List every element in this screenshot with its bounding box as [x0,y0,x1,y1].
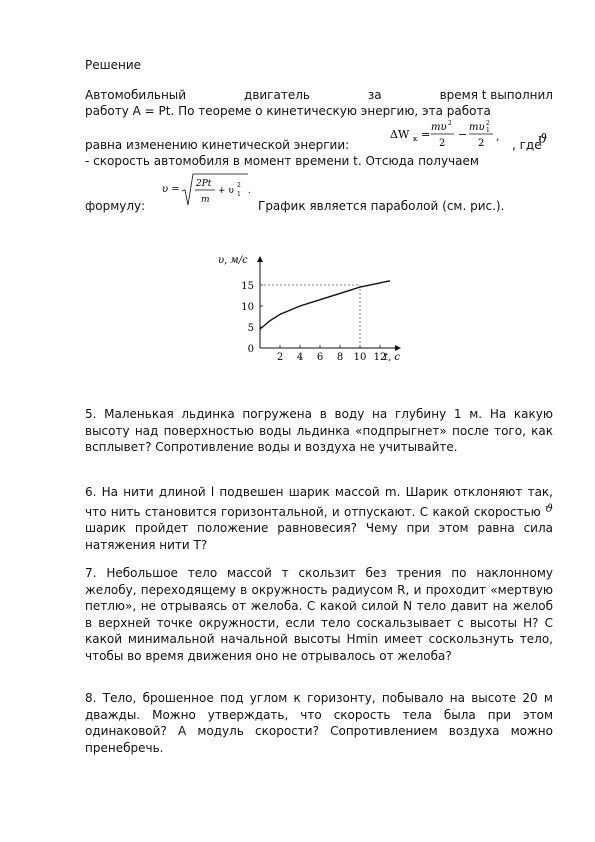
formula-sup1: 2 [448,120,452,127]
solution-line-5a: формулу: [85,199,146,213]
x-axis-label: t, с [384,352,400,363]
svg-text:=: = [421,128,431,141]
word: за [367,88,382,102]
word: Автомобильный [85,88,187,102]
y-axis-label: υ, м/с [218,255,248,266]
kinetic-energy-formula [390,116,510,156]
velocity-symbol-icon [537,130,553,148]
velocity-time-chart [210,250,430,375]
y-tick-label: 0 [247,344,254,355]
formula-num2: mυ [469,122,485,133]
x-axis-arrow-icon [395,345,401,351]
y-tick-label: 15 [241,281,254,292]
problem-6 [85,484,553,553]
problem-5: 5. Маленькая льдинка погружена в воду на глубину 1 м. На какую высоту над поверхностью воды льдинка «подпрыгнет» после того, как всплывет? Сопротивление воды и воздуха не учитывайте. [85,407,553,454]
solution-heading: Решение [85,58,142,72]
solution-line-3a: равна изменению кинетической энергии: [85,138,350,152]
formula-sup2: 2 [486,120,490,127]
velocity-symbol-icon: ϑ [545,501,553,515]
formula-lhs-sub: к [413,135,418,143]
problem-7: 7. Небольшое тело массой т скользит без трения по наклонному желобу, переходящему в окружность радиусом R, и проходит «мертвую петлю», не отрываясь от желоба. С какой силой N тело давит на желоб в верхней точке окружности, если тело соскальзывает с высоты H? С какой минимальной начальной высоты Hmin имеет соскользнуть тело, чтобы во время движения оно не отрывалось от желоба? [85,566,553,663]
x-tick-label: 8 [336,352,344,363]
word: время t выполнил [439,88,553,102]
y-axis-arrow-icon [257,256,263,262]
problem-6-text-b: шарик пройдет положение равновесия? Чему при этом равна сила натяжения нити T? [85,521,553,552]
formula2-sup: 2 [237,182,241,189]
velocity-curve [260,281,390,329]
formula2-tail: . [248,186,251,196]
solution-line-1 [85,87,553,104]
formula2-plus: + υ [218,186,234,196]
x-tick-label: 10 [353,352,367,363]
solution-line-4: - скорость автомобиля в момент времени t. Отсюда получаем [85,154,479,168]
solution-line-3b: , где [512,138,542,152]
x-tick-label: 6 [316,352,324,363]
formula-num1: mυ [431,122,447,133]
x-tick-label: 12 [373,352,387,363]
solution-line-2: работу A = Pt. По теореме о кинетическую энергию, эта работа [85,104,491,118]
formula-den1: 2 [439,138,446,149]
word: двигатель [244,88,310,102]
y-tick-label: 10 [241,302,254,313]
formula2-lhs: υ = [162,184,180,195]
svg-text:ϑ: ϑ [538,132,548,147]
x-tick-label: 4 [296,352,304,363]
formula2-den: m [201,195,210,205]
formula-lhs: ΔW [390,128,410,141]
y-tick-label: 5 [247,323,254,334]
problem-8: 8. Тело, брошенное под углом к горизонту, побывало на высоте 20 м дважды. Можно утверждать, что скорость тела была при этом одинаковой? А модуль скорости? Сопротивлением воздуха можно пренебречь. [85,691,553,755]
x-tick-label: 2 [276,352,284,363]
solution-line-5b: График является параболой (см. рис.). [258,199,505,213]
formula-den2: 2 [478,138,485,149]
problem-6-text-a: 6. На нити длиной l подвешен шарик массой m. Шарик отклоняют так, что нить становится горизонтальной, и отпускают. С какой скоростью [85,485,553,519]
formula-sub2: 1 [486,127,490,134]
svg-text:−: − [458,128,468,141]
svg-text:,: , [496,130,500,143]
formula2-num: 2Pt [196,179,212,189]
formula2-sub: 1 [237,191,241,198]
